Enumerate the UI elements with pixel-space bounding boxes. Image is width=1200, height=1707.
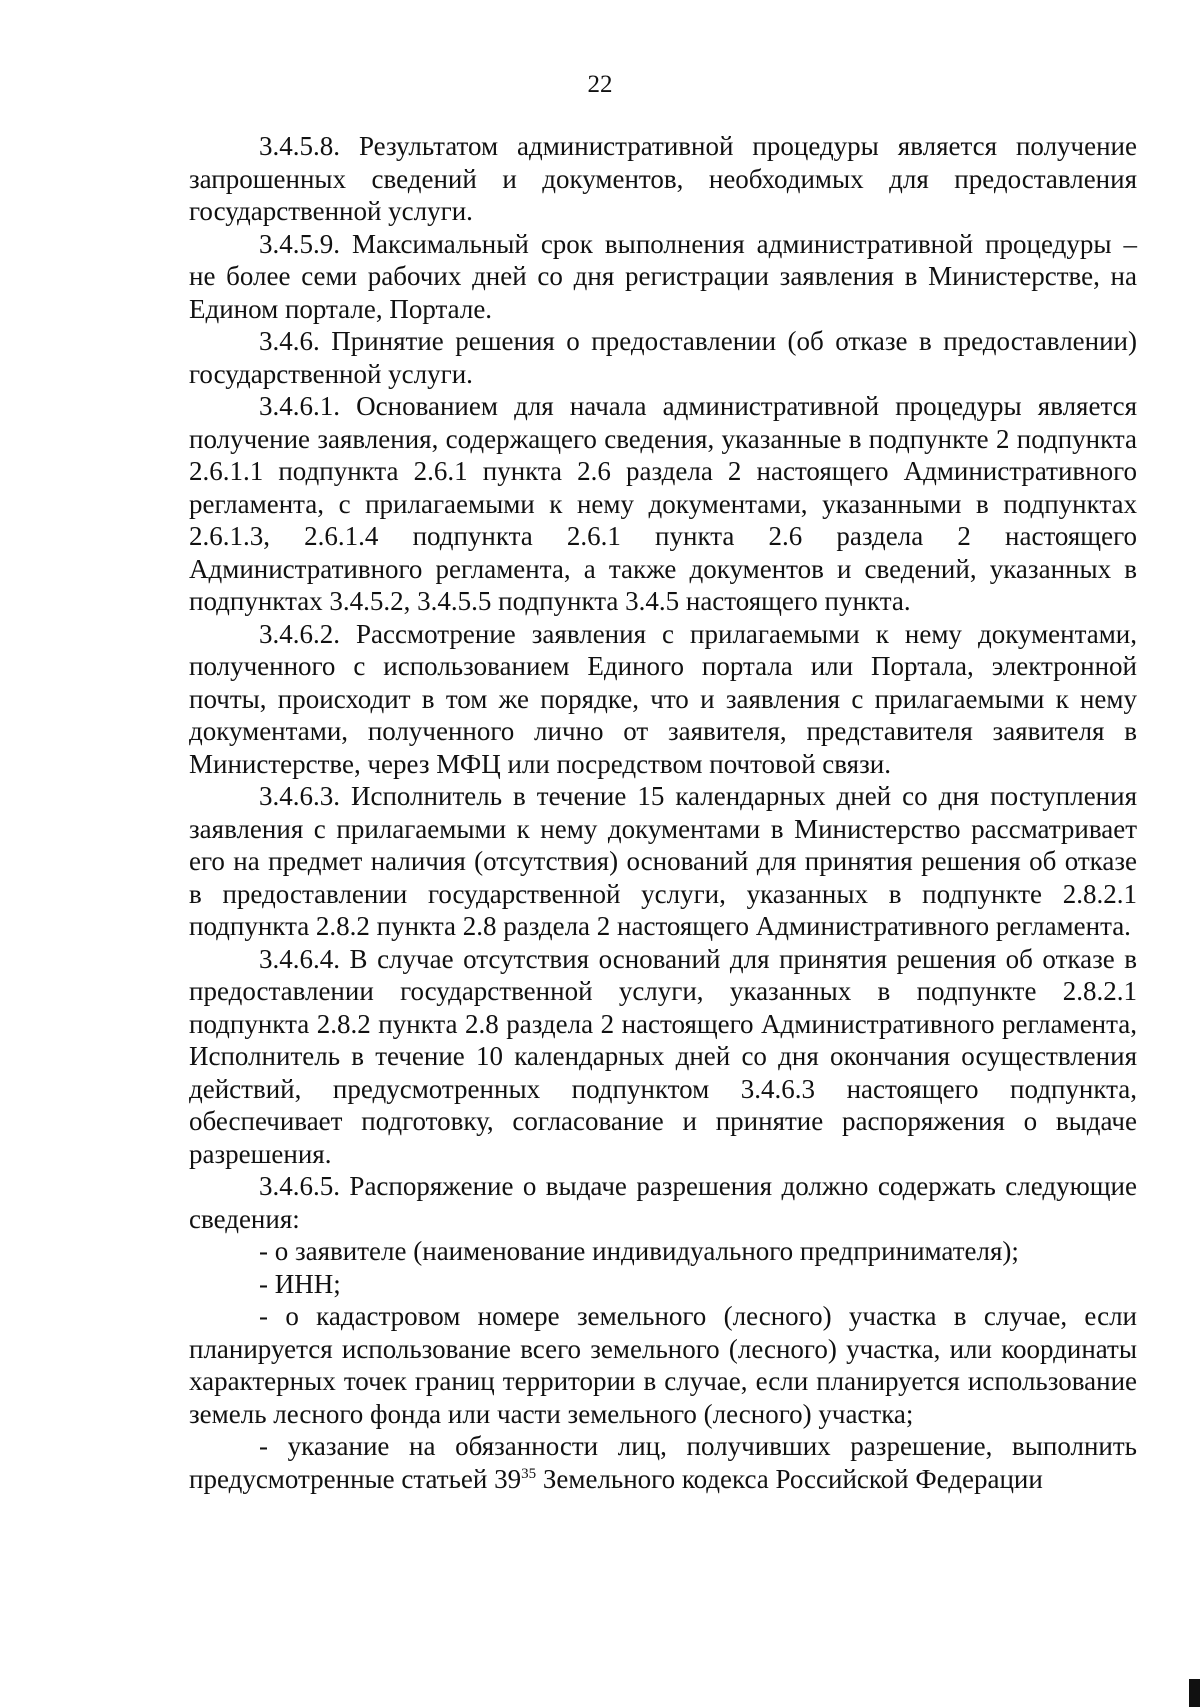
list-item-inn: - ИНН; (259, 1268, 341, 1299)
paragraph-3-4-5-9: 3.4.5.9. Максимальный срок выполнения административной процедуры – не более семи рабочих дней со дня регистрации заявления в Министерстве, на Едином портале, Портале. (189, 228, 1137, 324)
page-number: 22 (587, 71, 613, 98)
paragraph-3-4-6-5: 3.4.6.5. Распоряжение о выдаче разрешения должно содержать следующие сведения: (189, 1171, 1137, 1234)
obligations-text: - указание на обязанности лиц, получивших разрешение, выполнить предусмотренные статьей 39 (189, 1431, 1137, 1494)
list-item-cadastral: - о кадастровом номере земельного (лесного) участка в случае, если планируется использование всего земельного (лесного) участка, или координаты характерных точек границ территории в случае, если планируется использование земель лесного фонда или части земельного (лесного) участка; (189, 1301, 1137, 1429)
document-body (189, 130, 1137, 1495)
paragraph-3-4-6-4: 3.4.6.4. В случае отсутствия оснований для принятия решения об отказе в предоставлении государственной услуги, указанных в подпункте 2.8.2.1 подпункта 2.8.2 пункта 2.8 раздела 2 настоящего Административного регламента, Исполнитель в течение 10 календарных дней со дня окончания осуществления действий, предусмотренных подпунктом 3.4.6.3 настоящего подпункта, обеспечивает подготовку, согласование и принятие распоряжения о выдаче разрешения. (189, 943, 1137, 1169)
paragraph-3-4-6-3: 3.4.6.3. Исполнитель в течение 15 календарных дней со дня поступления заявления с прилагаемыми к нему документами в Министерство рассматривает его на предмет наличия (отсутствия) оснований для принятия решения об отказе в предоставлении государственной услуги, указанных в подпункте 2.8.2.1 подпункта 2.8.2 пункта 2.8 раздела 2 настоящего Административного регламента. (189, 781, 1137, 941)
article-superscript: 35 (521, 1465, 537, 1482)
list-item-obligations (189, 1430, 1137, 1495)
paragraph-3-4-5-8: 3.4.5.8. Результатом административной процедуры является получение запрошенных сведений и документов, необходимых для предоставления государственной услуги. (189, 131, 1137, 226)
obligations-text-end: Земельного кодекса Российской Федерации (536, 1463, 1043, 1494)
paragraph-3-4-6-2: 3.4.6.2. Рассмотрение заявления с прилагаемыми к нему документами, полученного с использованием Единого портала или Портала, электронной почты, происходит в том же порядке, что и заявления с прилагаемыми к нему документами, полученного лично от заявителя, представителя заявителя в Министерстве, через МФЦ или посредством почтовой связи. (189, 618, 1137, 779)
paragraph-3-4-6-1: 3.4.6.1. Основанием для начала административной процедуры является получение заявления, содержащего сведения, указанные в подпункте 2 подпункта 2.6.1.1 подпункта 2.6.1 пункта 2.6 раздела 2 настоящего Административного регламента, с прилагаемыми к нему документами, указанными в подпунктах 2.6.1.3, 2.6.1.4 подпункта 2.6.1 пункта 2.6 раздела 2 настоящего Административного регламента, а также документов и сведений, указанных в подпунктах 3.4.5.2, 3.4.5.5 подпункта 3.4.5 настоящего пункта. (189, 391, 1137, 616)
paragraph-3-4-6: 3.4.6. Принятие решения о предоставлении (об отказе в предоставлении) государственной услуги. (189, 326, 1137, 389)
scan-edge-mark (1189, 1679, 1200, 1707)
list-item-applicant: - о заявителе (наименование индивидуального предпринимателя); (259, 1236, 1019, 1266)
